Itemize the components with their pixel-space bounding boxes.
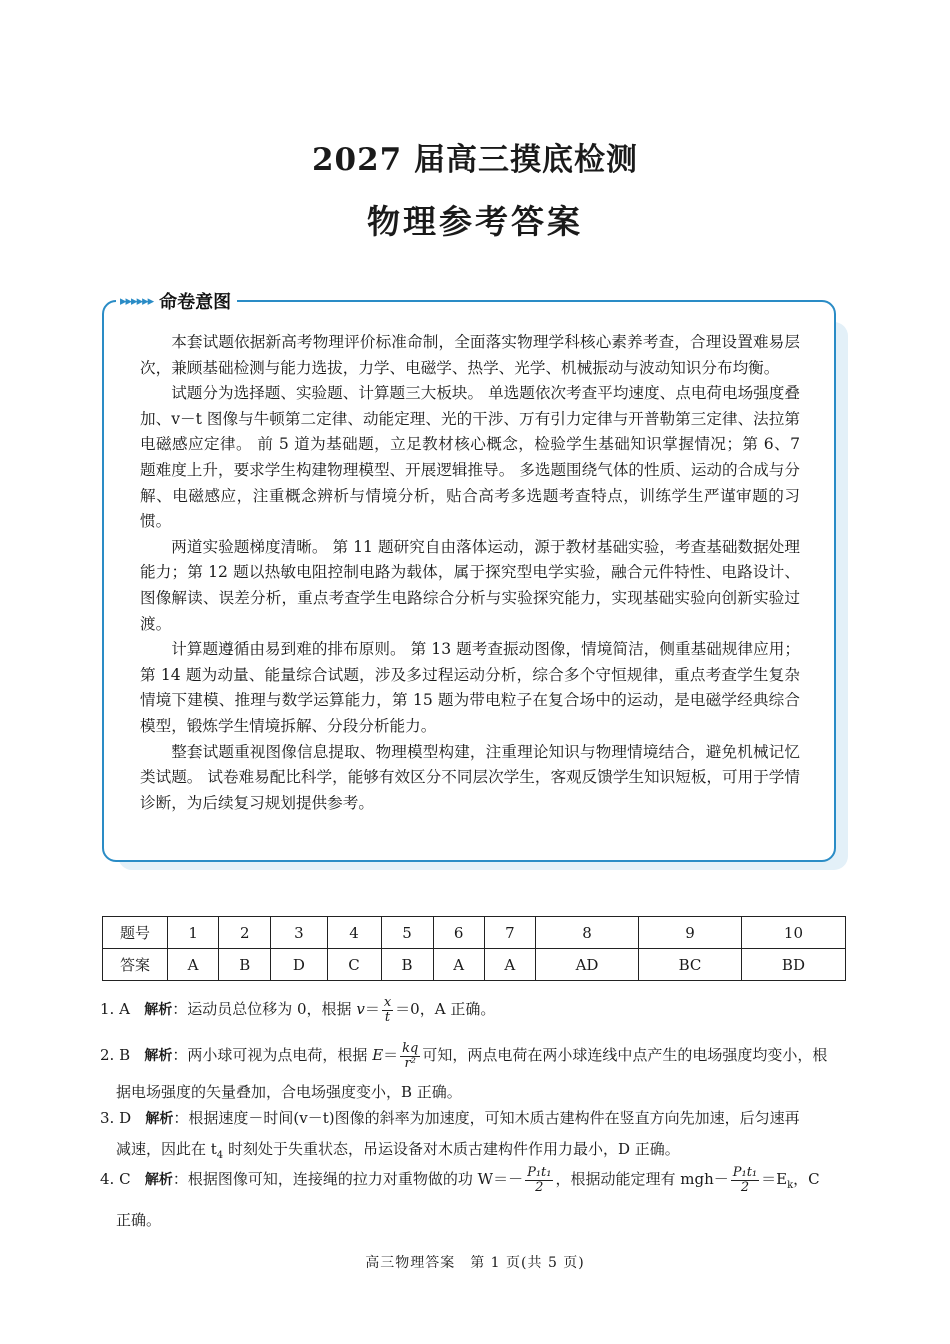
explanation-label: 解析 — [144, 1172, 173, 1188]
table-cell: 2 — [219, 917, 271, 949]
formula-var: E — [372, 1046, 384, 1064]
intro-paragraph: 计算题遵循由易到难的排布原则。 第 13 题考查振动图像，情境简洁，侧重基础规律应用；第 14 题为动量、能量综合试题，涉及多过程运动分析，综合多个守恒规律，重点考查学生复杂情境下建模、推理与数学运算能力，第 15 题为带电粒子在复合场中的运动，是电磁学经典综合模型，锻炼学生情境拆解、分段分析能力。 — [140, 640, 800, 735]
explanation-text: ：根据速度－时间(v－t)图像的斜率为加速度，可知木质古建构件在竖直方向先加速，后匀速再 — [173, 1109, 800, 1127]
table-row-numbers — [103, 917, 846, 949]
table-cell: 4 — [327, 917, 381, 949]
fraction — [525, 1166, 553, 1195]
subscript: 4 — [216, 1150, 224, 1161]
fraction — [731, 1166, 759, 1195]
fraction — [400, 1042, 420, 1071]
explanation-text: ＝E — [761, 1170, 788, 1188]
table-cell: 5 — [381, 917, 433, 949]
table-cell: 8 — [535, 917, 638, 949]
explanation-text: ，根据动能定理有 mgh－ — [555, 1170, 729, 1188]
fraction — [382, 996, 393, 1025]
page-footer: 高三物理答案 第 1 页(共 5 页) — [365, 1255, 585, 1271]
formula-var: v — [356, 1000, 365, 1018]
intro-paragraph: 试题分为选择题、实验题、计算题三大板块。 单选题依次考查平均速度、点电荷电场强度叠加、v－t 图像与牛顿第二定律、动能定理、光的干涉、万有引力定律与开普勒第三定律、法拉第电磁感应定律。 前 5 道为基础题，立足教材核心概念，检验学生基础知识掌握情况；第 6、7 题难度上升，要求学生构建物理模型、开展逻辑推导。 多选题围绕气体的性质、运动的合成与分解、电磁感应，注重概念辨析与情境分析，贴合高考多选题考查特点，训练学生严谨审题的习惯。 — [140, 384, 800, 531]
table-cell: 10 — [741, 917, 845, 949]
explanation-q1 — [100, 994, 852, 1025]
explanation-text: ，C — [793, 1170, 820, 1188]
table-cell: B — [219, 949, 271, 981]
arrow-icon: ▸▸▸▸▸▸ — [120, 293, 154, 309]
fraction-denominator: 2 — [535, 1179, 544, 1195]
table-cell: C — [327, 949, 381, 981]
explanation-text: ：根据图像可知，连接绳的拉力对重物做的功 W＝－ — [172, 1170, 524, 1188]
intro-heading-label: 命卷意图 — [159, 292, 232, 313]
subscript: k — [787, 1180, 794, 1191]
explanation-text: 减速，因此在 t — [116, 1140, 217, 1158]
intro-paragraph: 整套试题重视图像信息提取、物理模型构建，注重理论知识与物理情境结合，避免机械记忆类试题。 试卷难易配比科学，能够有效区分不同层次学生，客观反馈学生知识短板，可用于学情诊断，为后续复习规划提供参考。 — [140, 742, 800, 812]
explanation-label: 解析 — [145, 1111, 174, 1127]
table-header-cell: 答案 — [103, 949, 168, 981]
table-cell: A — [168, 949, 219, 981]
document-title: 2027 届高三摸底检测 — [311, 142, 639, 178]
explanation-text: 正确。 — [116, 1211, 162, 1229]
document-subtitle: 物理参考答案 — [367, 202, 583, 241]
fraction-denominator: t — [384, 1009, 391, 1025]
fraction-numerator: kq — [402, 1040, 419, 1056]
intro-paragraph: 两道实验题梯度清晰。 第 11 题研究自由落体运动，源于教材基础实验，考查基础数据处理能力；第 12 题以热敏电阻控制电路为载体，属于探究型电学实验，融合元件特性、电路设计、图像解读、误差分析，重点考查学生电路综合分析与实验探究能力，实现基础实验向创新实验过渡。 — [140, 537, 800, 633]
table-cell: BC — [639, 949, 742, 981]
intro-text — [140, 330, 800, 816]
explanation-text: 据电场强度的矢量叠加，合电场强度变小，B 正确。 — [116, 1083, 462, 1101]
answer-table — [102, 916, 846, 981]
intro-heading — [116, 289, 237, 313]
table-cell: A — [484, 949, 535, 981]
explanation-label: 解析 — [144, 1002, 173, 1018]
table-cell: A — [433, 949, 484, 981]
question-number: 1. A — [100, 1000, 130, 1018]
table-row-answers — [103, 949, 846, 981]
explanation-text: ：运动员总位移为 0，根据 — [172, 1000, 357, 1018]
table-cell: D — [271, 949, 327, 981]
explanation-q2 — [100, 1040, 852, 1107]
question-number: 3. D — [100, 1109, 132, 1127]
fraction-denominator: r² — [404, 1055, 416, 1071]
explanation-q4 — [100, 1164, 852, 1235]
explanation-text: 时刻处于失重状态，吊运设备对木质古建构件作用力最小，D 正确。 — [223, 1140, 680, 1158]
table-cell: 9 — [639, 917, 742, 949]
question-number: 2. B — [100, 1046, 131, 1064]
fraction-numerator: P₁t₁ — [732, 1164, 758, 1180]
intro-paragraph: 本套试题依据新高考物理评价标准命制，全面落实物理学科核心素养考查，合理设置难易层次，兼顾基础检测与能力选拔，力学、电磁学、热学、光学、机械振动与波动知识分布均衡。 — [140, 333, 800, 377]
fraction-numerator: x — [383, 994, 392, 1010]
formula-sign: ＝ — [364, 1000, 380, 1018]
explanation-text: 可知，两点电荷在两小球连线中点产生的电场强度均变小，根 — [422, 1046, 828, 1064]
table-cell: 1 — [168, 917, 219, 949]
table-cell: 6 — [433, 917, 484, 949]
explanation-label: 解析 — [144, 1048, 173, 1064]
fraction-denominator: 2 — [740, 1179, 750, 1195]
table-header-cell: 题号 — [103, 917, 168, 949]
table-cell: 7 — [484, 917, 535, 949]
table-cell: 3 — [271, 917, 327, 949]
formula-sign: ＝ — [383, 1046, 399, 1064]
table-cell: B — [381, 949, 433, 981]
table-cell: AD — [535, 949, 638, 981]
question-number: 4. C — [100, 1170, 131, 1188]
explanation-q3 — [100, 1103, 852, 1171]
table-cell: BD — [741, 949, 845, 981]
fraction-numerator: P₁t₁ — [527, 1164, 552, 1180]
explanation-text: ＝0，A 正确。 — [395, 1000, 496, 1018]
explanation-text: ：两小球可视为点电荷，根据 — [172, 1046, 373, 1064]
